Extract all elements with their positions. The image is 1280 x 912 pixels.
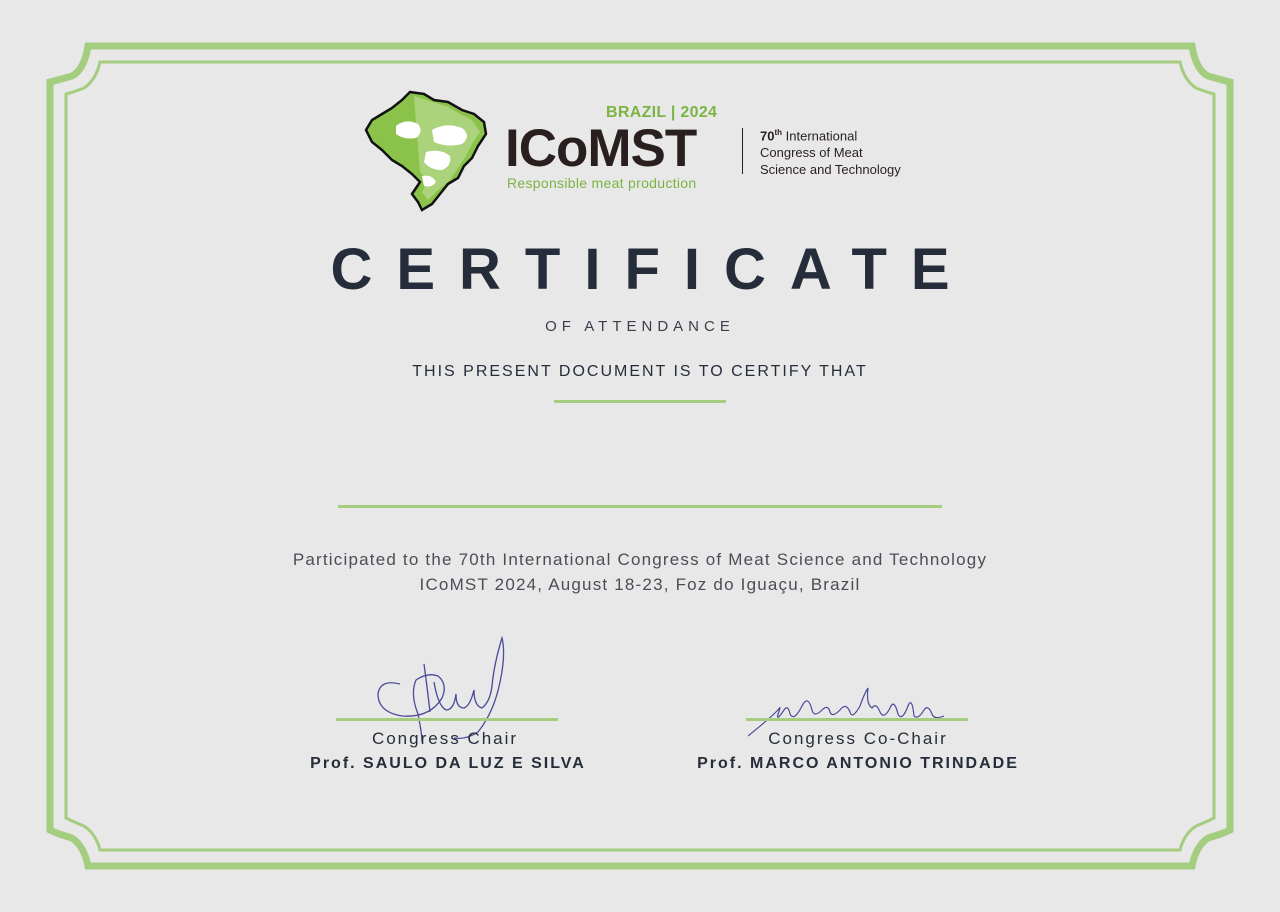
congress-line2: Congress of Meat xyxy=(760,145,863,161)
signature-role-chair: Congress Chair xyxy=(371,729,519,748)
congress-line3: Science and Technology xyxy=(760,162,901,178)
congress-ordinal-suffix: th xyxy=(774,128,783,137)
logo-congress-name xyxy=(760,124,901,178)
attendance-line1: Participated to the 70th International Congress of Meat Science and Technology xyxy=(292,550,988,569)
logo-divider xyxy=(742,128,743,174)
recipient-name-line xyxy=(338,505,942,508)
signature-role-co-chair: Congress Co-Chair xyxy=(768,729,948,748)
signature-name-co-chair: Prof. MARCO ANTONIO TRINDADE xyxy=(697,755,1019,772)
signature-chair xyxy=(370,624,530,744)
certificate-title: CERTIFICATE xyxy=(330,237,974,302)
logo-brand: ICoMST xyxy=(505,119,697,178)
attendance-line2: ICoMST 2024, August 18-23, Foz do Iguaçu, Brazil xyxy=(419,575,861,594)
certify-statement: THIS PRESENT DOCUMENT IS TO CERTIFY THAT xyxy=(412,363,868,380)
signature-name-chair: Prof. SAULO DA LUZ E SILVA xyxy=(310,755,586,772)
congress-ordinal: 70 xyxy=(760,128,775,144)
signature-line-co-chair xyxy=(746,718,968,721)
signature-line-chair xyxy=(336,718,558,721)
attendance-description xyxy=(0,547,1280,597)
logo-region-year: BRAZIL | 2024 xyxy=(606,104,718,121)
brazil-map-icon xyxy=(362,88,492,216)
congress-line1: International xyxy=(785,128,858,144)
title-divider xyxy=(554,400,726,403)
logo-tagline: Responsible meat production xyxy=(507,175,697,191)
certificate-subtitle: OF ATTENDANCE xyxy=(545,318,735,335)
